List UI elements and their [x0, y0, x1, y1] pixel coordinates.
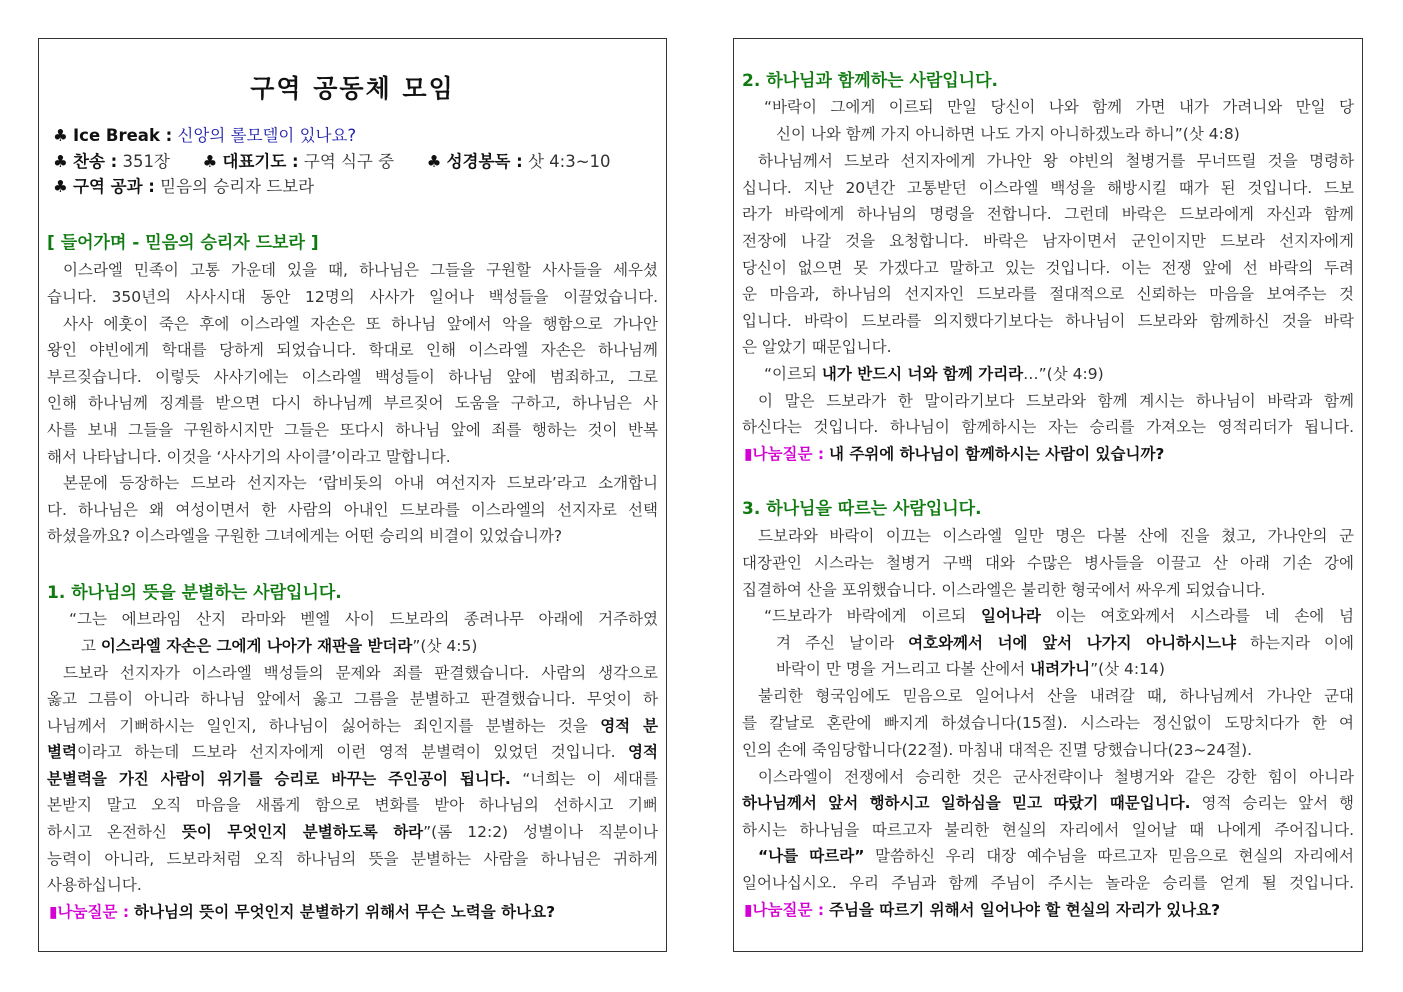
question-text: 내 주위에 하나님이 함께하시는 사람이 있습니까?: [828, 445, 1165, 463]
right-panel: [733, 38, 1363, 952]
club-icon: ♣: [53, 177, 68, 196]
section-3-line: 이스라엘이 전쟁에서 승리한 것은 군사전략이나 철병거와 같은 강한 힘이 아니라: [758, 768, 1354, 786]
section-2-line: 하나님께서 드보라 선지자에게 가나안 왕 야빈의 철병거를 무너뜨릴 것을 명령하: [758, 152, 1354, 170]
hymn-label: 찬송 :: [73, 152, 118, 171]
club-icon: ♣: [426, 152, 442, 171]
intro-line: 하셨을까요? 이스라엘을 구원한 그녀에게는 어떤 승리의 비결이 있었습니까?: [47, 527, 563, 545]
page-title: 구역 공동체 모임: [250, 74, 455, 103]
intro-line: 왕인 야빈에게 학대를 당하게 되었습니다. 학대로 인해 이스라엘 자손은 하나님께: [47, 341, 658, 359]
intro-line: 부르짖습니다. 이렇듯 사사기에는 이스라엘 백성들이 하나님 앞에 범죄하고, 그로: [47, 368, 658, 386]
question-text: 주님을 따르기 위해서 일어나야 할 현실의 자리가 있나요?: [828, 901, 1221, 919]
sharing-question: [49, 899, 555, 925]
section-3-line: 드보라와 바락이 이끄는 이스라엘 일만 명은 다볼 산에 진을 쳤고, 가나안의 군: [758, 527, 1354, 545]
section-1-line: 나님께서 기뻐하시는 일인지, 하나님이 싫어하는 죄인지를 분별하는 것을 영적 분: [47, 717, 658, 735]
question-label: ▮나눔질문 :: [744, 901, 825, 919]
section-3-quote-line: 바락이 만 명을 거느리고 다볼 산에서 내려가니”(삿 4:14): [776, 660, 1165, 678]
section-2-line: 하신다는 것입니다. 하나님이 함께하시는 자는 승리를 가져오는 영적리더가 됩니다.: [742, 418, 1354, 436]
question-label: ▮나눔질문 :: [744, 445, 825, 463]
prayer-value: 구역 식구 중: [303, 152, 395, 171]
section-2-line: 라가 바락에게 하나님의 명령을 전합니다. 그런데 바락은 드보라에게 자신과 함께: [742, 205, 1354, 223]
section-3-line: 하나님께서 앞서 행하시고 일하심을 믿고 따랐기 때문입니다. 영적 승리는 앞서 행: [742, 794, 1355, 812]
ice-break-row: [53, 123, 356, 149]
intro-line: 해서 나타납니다. 이것을 ‘사사기의 사이클’이라고 말합니다.: [47, 448, 451, 466]
lesson-row: [53, 174, 314, 200]
section-1-line: 하시고 온전하신 뜻이 무엇인지 분별하도록 하라”(롬 12:2) 성별이나 직분이나: [47, 823, 658, 841]
section-1-line: 별력이라고 하는데 드보라 선지자에게 이런 영적 분별력이 있었던 것입니다. 영적: [47, 743, 658, 761]
intro-line: 사사 에훗이 죽은 후에 이스라엘 자손은 또 하나님 앞에서 악을 행함으로 가나안: [63, 315, 658, 333]
section-2-quote-line: “바락이 그에게 이르되 만일 당신이 나와 함께 가면 내가 가려니와 만일 당: [764, 98, 1354, 116]
club-icon: ♣: [53, 152, 68, 171]
intro-line: 다. 하나님은 왜 여성이면서 한 사람의 아내인 드보라를 이스라엘의 선지자로 선택: [47, 501, 658, 519]
sharing-question: [744, 897, 1220, 923]
question-text: 하나님의 뜻이 무엇인지 분별하기 위해서 무슨 노력을 하나요?: [133, 903, 556, 921]
club-icon: ♣: [53, 126, 68, 145]
section-1-line: 사용하십니다.: [47, 876, 142, 894]
section-2-line: 이 말은 드보라가 한 말이라기보다 드보라와 함께 계시는 하나님이 바락과 함께: [758, 392, 1354, 410]
section-3-line: 일어나십시오. 우리 주님과 함께 주님이 주시는 놀라운 승리를 얻게 될 것입니다.: [742, 874, 1354, 892]
section-3-line: 를 칼날로 혼란에 빠지게 하셨습니다(15절). 시스라는 정신없이 도망치다가 한 여: [742, 714, 1354, 732]
hymn-value: 351장: [122, 152, 170, 171]
intro-line: 인해 하나님께 징계를 받으면 다시 하나님께 부르짖어 도움을 구하고, 하나님은 사: [47, 394, 658, 412]
section-1-line: 옳고 그름이 아니라 하나님 앞에서 옳고 그름을 분별하고 판결했습니다. 무엇이 하: [47, 690, 658, 708]
intro-heading: [ 들어가며 - 믿음의 승리자 드보라 ]: [47, 233, 319, 253]
ice-break-value: 신앙의 롤모델이 있나요?: [177, 126, 357, 145]
intro-line: 본문에 등장하는 드보라 선지자는 ‘랍비돗의 아내 여선지자 드보라’라고 소개합니: [63, 474, 658, 492]
section-2-quote-line: 신이 나와 함께 가지 아니하면 나도 가지 아니하겠노라 하니”(삿 4:8): [776, 125, 1240, 143]
section-3-line: 불리한 형국임에도 믿음으로 일어나서 산을 내려갈 때, 하나님께서 가나안 군대: [758, 687, 1354, 705]
section-3-quote-line: 겨 주신 날이라 여호와께서 너에 앞서 나가지 아니하시느냐 하는지라 이에: [776, 634, 1354, 652]
section-1-line: 본받지 말고 오직 마음을 새롭게 함으로 변화를 받아 하나님의 선하시고 기뻐: [47, 796, 658, 814]
left-panel: [38, 38, 667, 952]
section-2-heading: 2. 하나님과 함께하는 사람입니다.: [742, 71, 998, 91]
sharing-question: [744, 441, 1164, 467]
intro-line: 이스라엘 민족이 고통 가운데 있을 때, 하나님은 그들을 구원할 사사들을 세우셨: [63, 261, 658, 279]
reading-label: 성경봉독 :: [446, 152, 523, 171]
section-3-line: 대장관인 시스라는 철병거 구백 대와 수많은 병사들을 이끌고 산 아래 기손 강에: [742, 554, 1354, 572]
service-row: [53, 149, 611, 175]
section-2-line: 입니다. 바락이 드보라를 의지했다기보다는 하나님이 드보라와 함께하신 것을 바락: [742, 312, 1354, 330]
section-2-quote-line: “이르되 내가 반드시 너와 함께 가리라…”(삿 4:9): [764, 365, 1104, 383]
prayer-label: 대표기도 :: [222, 152, 299, 171]
section-3-line: 하시는 하나님을 따르고자 불리한 현실의 자리에서 일어날 때 나에게 주어집니다.: [742, 821, 1354, 839]
lesson-label: 구역 공과 :: [73, 177, 155, 196]
ice-break-label: Ice Break :: [73, 126, 173, 145]
section-2-line: 십니다. 지난 20년간 고통받던 이스라엘 백성을 해방시킬 때가 된 것입니다. 드보: [742, 179, 1354, 197]
section-2-line: 당신이 없으면 못 가겠다고 말하고 있는 것입니다. 이는 전쟁 앞에 선 바락의 두려: [742, 259, 1354, 277]
section-1-quote-line: “그는 에브라임 산지 라마와 벧엘 사이 드보라의 종려나무 아래에 거주하였: [69, 610, 658, 628]
section-1-heading: 1. 하나님의 뜻을 분별하는 사람입니다.: [47, 583, 342, 603]
section-2-line: 운 마음과, 하나님의 선지자인 드보라를 절대적으로 신뢰하는 마음을 보여주는 것: [742, 285, 1354, 303]
section-1-line: 능력이 아니라, 드보라처럼 오직 하나님의 뜻을 분별하는 사람을 하나님은 귀하게: [47, 850, 658, 868]
section-1-line: 분별력을 가진 사람이 위기를 승리로 바꾸는 주인공이 됩니다. “너희는 이 세대를: [47, 770, 659, 788]
section-1-quote-line: 고 이스라엘 자손은 그에게 나아가 재판을 받더라”(삿 4:5): [81, 637, 478, 655]
section-3-line: 집결하여 산을 포위했습니다. 이스라엘은 불리한 형국에서 싸우게 되었습니다.: [742, 581, 1266, 599]
question-label: ▮나눔질문 :: [49, 903, 130, 921]
reading-value: 삿 4:3~10: [527, 152, 611, 171]
club-icon: ♣: [202, 152, 218, 171]
section-2-line: 은 알았기 때문입니다.: [742, 338, 892, 356]
intro-line: 습니다. 350년의 사사시대 동안 12명의 사사가 일어나 백성들을 이끌었습니다.: [47, 288, 658, 306]
section-1-line: 드보라 선지자가 이스라엘 백성들의 문제와 죄를 판결했습니다. 사람의 생각으로: [63, 664, 658, 682]
section-3-line: 인의 손에 죽임당합니다(22절). 마침내 대적은 진멸 당했습니다(23~24절).: [742, 741, 1253, 759]
lesson-value: 믿음의 승리자 드보라: [160, 177, 315, 196]
section-2-line: 전장에 나갈 것을 요청합니다. 바락은 남자이면서 군인이지만 드보라 선지자에게: [742, 232, 1354, 250]
section-3-line: “나를 따르라” 말씀하신 우리 대장 예수님을 따르고자 믿음으로 현실의 자리에서: [758, 847, 1354, 865]
section-3-heading: 3. 하나님을 따르는 사람입니다.: [742, 499, 982, 519]
section-3-quote-line: “드보라가 바락에게 이르되 일어나라 이는 여호와께서 시스라를 네 손에 넘: [764, 607, 1354, 625]
intro-line: 사를 보내 그들을 구원하시지만 그들은 또다시 하나님 앞에 죄를 행하는 것이 반복: [47, 421, 658, 439]
